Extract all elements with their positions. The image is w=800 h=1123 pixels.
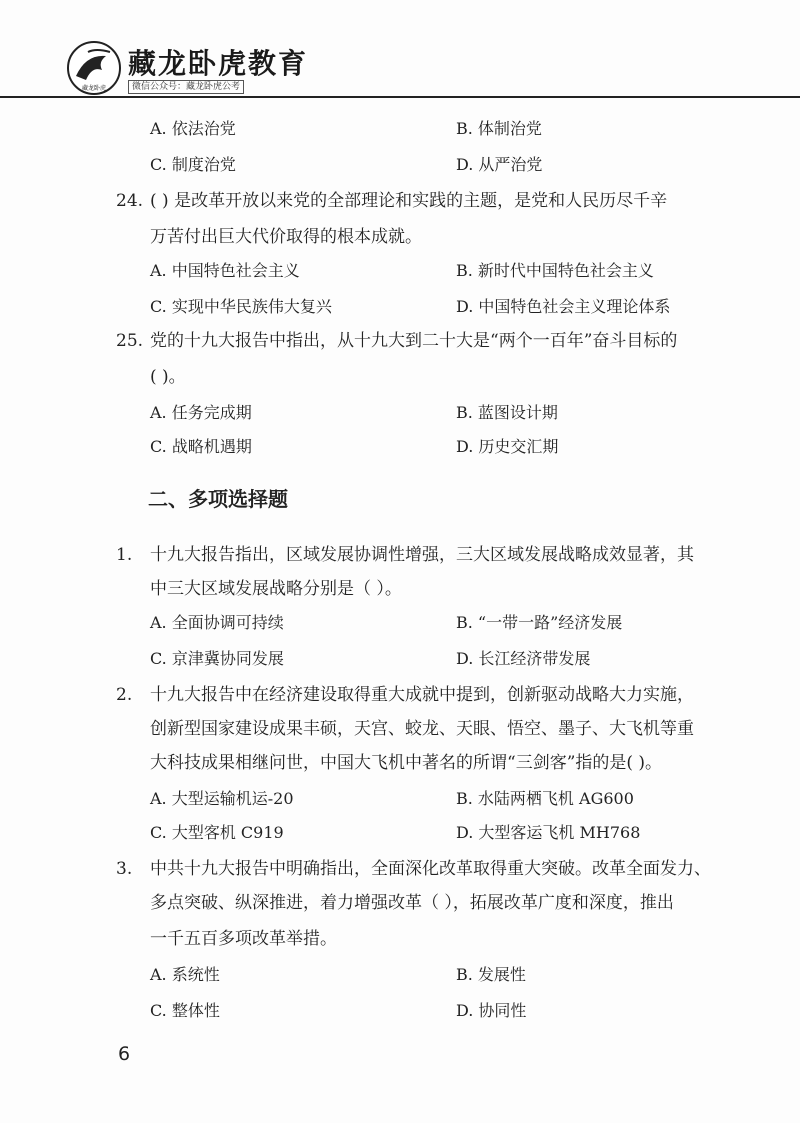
question-number: 24. [116,191,144,211]
question-text: ( ) 是改革开放以来党的全部理论和实践的主题，是党和人民历尽千辛 [150,191,668,211]
logo-text: 藏龙卧虎 [81,85,107,92]
option-c: C. 战略机遇期 [150,437,252,456]
brand-name: 藏龙卧虎教育 [128,47,309,80]
option-d: D. 协同性 [456,1001,527,1020]
question-text: 党的十九大报告中指出，从十九大到二十大是“两个一百年”奋斗目标的 [150,331,678,351]
option-b: B. 水陆两栖飞机 AG600 [456,789,634,808]
question-text: 中三大区域发展战略分别是（ ）。 [150,579,402,599]
question-text: 创新型国家建设成果丰硕，天宫、蛟龙、天眼、悟空、墨子、大飞机等重 [150,719,694,739]
question-text: 大科技成果相继问世，中国大飞机中著名的所谓“三剑客”指的是( )。 [150,753,663,773]
option-d: D. 历史交汇期 [456,437,559,456]
question-text: 十九大报告中在经济建设取得重大成就中提到，创新驱动战略大力实施， [150,685,694,705]
option-a: A. 中国特色社会主义 [150,261,300,280]
option-d: D. 大型客运飞机 MH768 [456,823,641,842]
option-a: A. 系统性 [150,965,220,984]
option-d: D. 长江经济带发展 [456,649,591,668]
question-text: 一千五百多项改革举措。 [150,929,337,949]
option-c: C. 整体性 [150,1001,220,1020]
option-b: B. “一带一路”经济发展 [456,613,623,632]
option-a: A. 任务完成期 [150,403,252,422]
question-text: 万苦付出巨大代价取得的根本成就。 [150,227,422,247]
option-c: C. 京津冀协同发展 [150,649,284,668]
option-a: A. 大型运输机运-20 [150,789,294,808]
question-number: 3. [116,859,133,879]
option-b: B. 体制治党 [456,119,542,138]
question-text: 多点突破、纵深推进，着力增强改革（ ），拓展改革广度和深度，推出 [150,893,674,913]
option-b: B. 蓝图设计期 [456,403,558,422]
question-text: 十九大报告指出，区域发展协调性增强，三大区域发展战略成效显著，其 [150,545,694,565]
option-c: C. 实现中华民族伟大复兴 [150,297,332,316]
brand-subtitle: 微信公众号：藏龙卧虎公考 [128,80,244,94]
question-number: 25. [116,331,144,351]
option-d: D. 中国特色社会主义理论体系 [456,297,671,316]
question-number: 1. [116,545,133,565]
option-a: A. 全面协调可持续 [150,613,284,632]
option-d: D. 从严治党 [456,155,543,174]
section-title: 二、多项选择题 [148,487,288,511]
option-b: B. 新时代中国特色社会主义 [456,261,654,280]
question-text: ( )。 [150,367,186,387]
option-b: B. 发展性 [456,965,526,984]
option-a: A. 依法治党 [150,119,236,138]
question-text: 中共十九大报告中明确指出，全面深化改革取得重大突破。改革全面发力、 [150,859,711,879]
question-number: 2. [116,685,133,705]
page-number: 6 [118,1043,131,1065]
option-c: C. 制度治党 [150,155,236,174]
option-c: C. 大型客机 C919 [150,823,284,842]
